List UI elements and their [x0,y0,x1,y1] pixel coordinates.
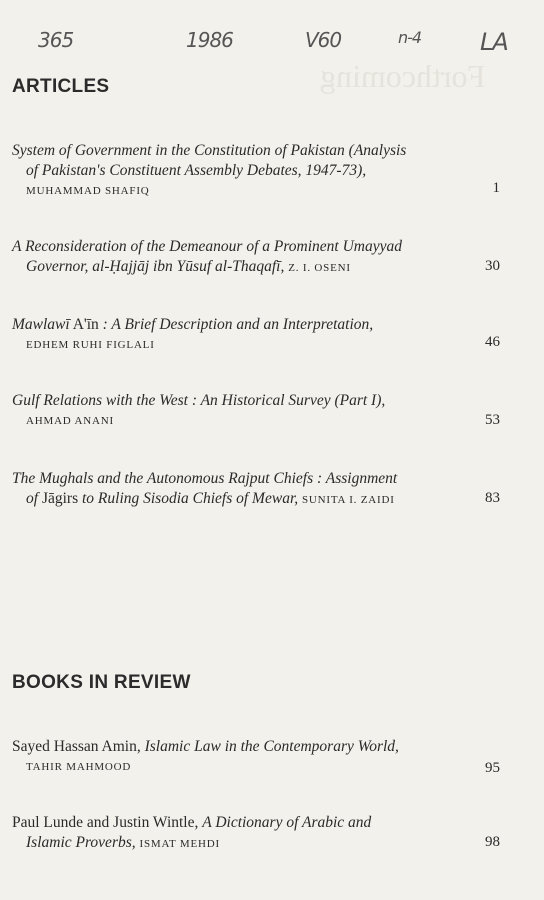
article-5-title-part-c: to Ruling Sisodia Chiefs of Mewar, [81,490,299,507]
article-5-title-line-1: The Mughals and the Autonomous Rajput Chiefs : Assignment [12,470,398,487]
article-1-title-line-2: of Pakistan's Constituent Assembly Debates, 1947-73), [26,162,367,179]
article-3-title-part-a: Mawlawī [12,316,70,333]
review-2-book-author: Paul Lunde and Justin Wintle, [12,814,199,831]
article-3-page: 46 [485,334,500,350]
article-4-page: 53 [485,412,500,428]
review-1-book-title: Islamic Law in the Contemporary World, [144,738,399,755]
article-4-author: AHMAD ANANI [26,415,114,427]
handwritten-note-2: 1986 [186,28,233,52]
article-2-author: Z. I. OSENI [288,262,351,274]
review-1-book-author: Sayed Hassan Amin, [12,738,141,755]
handwritten-note-5: LA [480,28,508,56]
article-3-title-part-c: : A Brief Description and an Interpretation, [102,316,374,333]
article-1-title-line-1: System of Government in the Constitution of Pakistan (Analysis [12,142,407,159]
handwritten-note-4: n-4 [398,28,422,47]
article-5-title-part-b: Jāgirs [41,490,79,507]
review-2-book-title-line-2: Islamic Proverbs, [26,834,136,851]
review-2-page: 98 [485,834,500,850]
article-3-author: EDHEM RUHI FIGLALI [26,339,155,351]
article-1-page: 1 [492,180,500,196]
article-5-title-part-a: of [26,490,39,507]
article-4-title: Gulf Relations with the West : An Historical Survey (Part I), [12,392,386,409]
article-2-title-line-2: Governor, al-Ḥajjāj ibn Yūsuf al-Thaqafī, [26,258,285,275]
review-1-page: 95 [485,760,500,776]
books-in-review-heading: BOOKS IN REVIEW [12,672,191,693]
article-2-page: 30 [485,258,500,274]
article-2-title-line-1: A Reconsideration of the Demeanour of a Prominent Umayyad [12,238,403,255]
handwritten-note-3: V60 [305,28,342,52]
bleed-through-text: Forthcoming [320,58,486,94]
handwritten-note-1: 365 [38,28,74,52]
review-1-reviewer: TAHIR MAHMOOD [26,761,132,773]
article-3-title-part-b: A'īn [72,316,99,333]
article-5-page: 83 [485,490,500,506]
review-2-book-title-line-1: A Dictionary of Arabic and [202,814,372,831]
article-1-author: MUHAMMAD SHAFIQ [26,185,150,197]
review-2-reviewer: ISMAT MEHDI [139,838,220,850]
articles-heading: ARTICLES [12,76,110,97]
article-5-author: SUNITA I. ZAIDI [302,494,395,506]
